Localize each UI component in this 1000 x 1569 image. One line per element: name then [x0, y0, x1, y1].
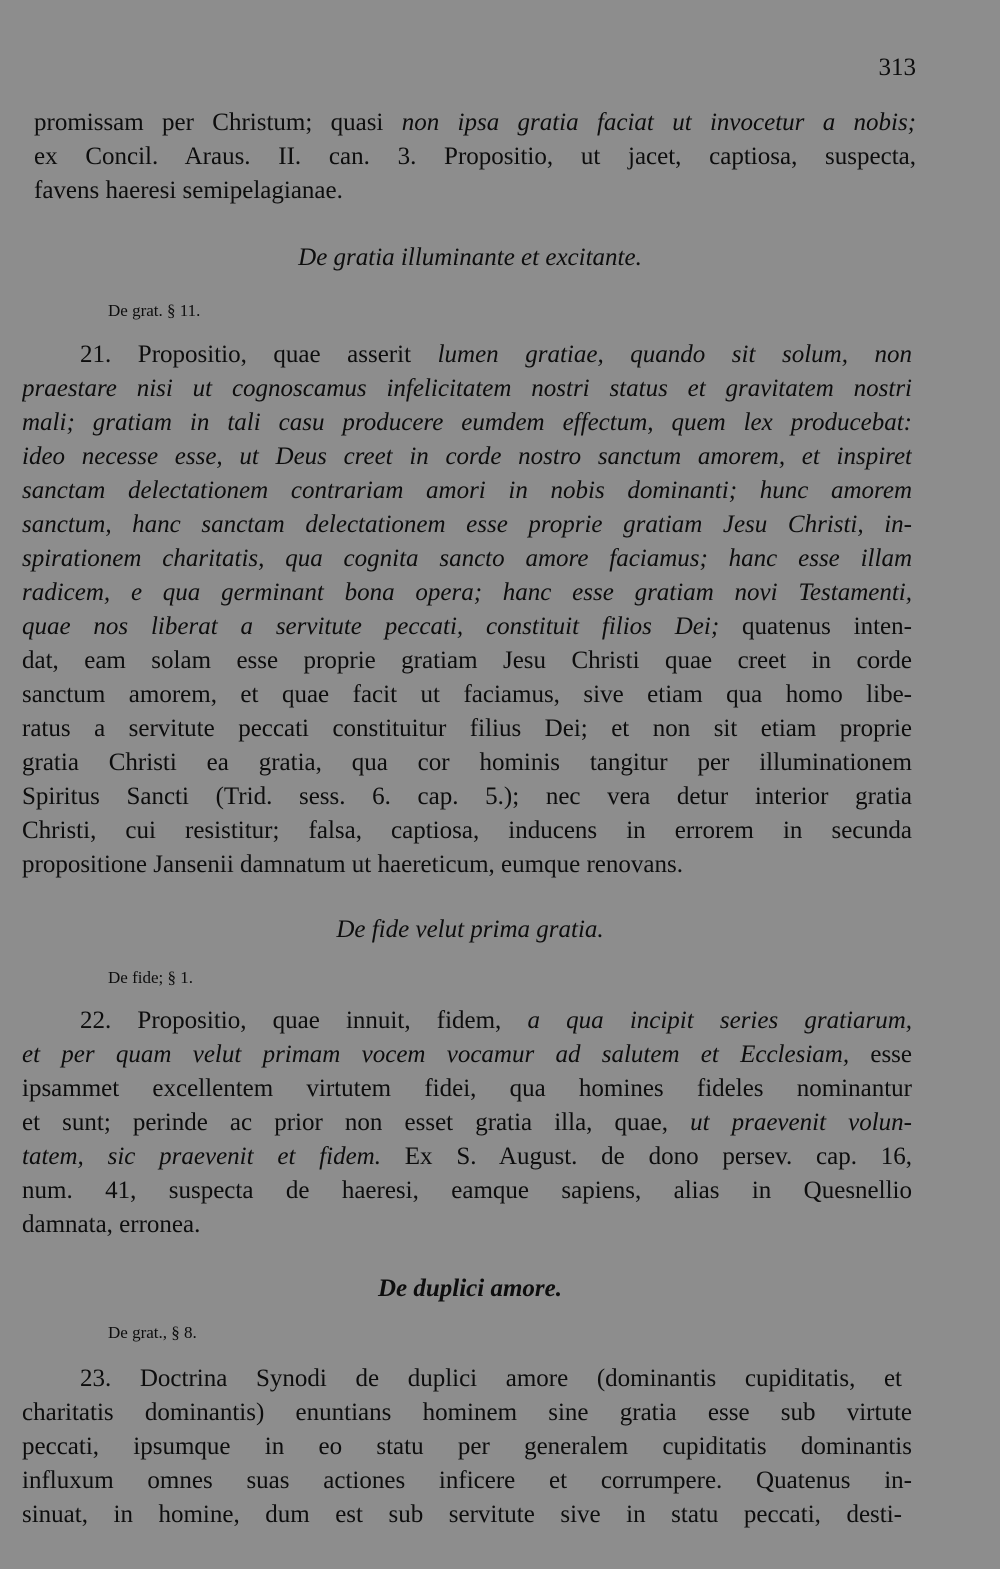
- section-heading: De fide velut prima gratia.: [336, 916, 604, 943]
- text-line: tatem, sic praevenit et fidem. Ex S. August. de dono persev. cap. 16,: [22, 1143, 912, 1170]
- margin-reference: De grat., § 8.: [108, 1323, 197, 1342]
- text-line: 23. Doctrina Synodi de duplici amore (dominantis cupiditatis, et: [80, 1365, 902, 1392]
- section-heading: De duplici amore.: [377, 1275, 562, 1302]
- text-line: influxum omnes suas actiones inficere et corrumpere. Quatenus in-: [22, 1467, 912, 1494]
- text-line: Spiritus Sancti (Trid. sess. 6. cap. 5.); nec vera detur interior gratia: [22, 783, 912, 810]
- text-line: peccati, ipsumque in eo statu per generalem cupiditatis dominantis: [22, 1433, 912, 1460]
- text-line: et sunt; perinde ac prior non esset gratia illa, quae, ut praevenit volun-: [22, 1109, 912, 1136]
- text-line: 22. Propositio, quae innuit, fidem, a qua incipit series gratiarum,: [80, 1007, 912, 1034]
- text-line: favens haeresi semipelagianae.: [34, 177, 343, 204]
- text-line: ideo necesse esse, ut Deus creet in corde nostro sanctum amorem, et inspiret: [22, 443, 912, 470]
- text-line: gratia Christi ea gratia, qua cor hominis tangitur per illuminationem: [22, 749, 912, 776]
- section-heading: De gratia illuminante et excitante.: [298, 244, 642, 271]
- text-line: sanctum amorem, et quae facit ut faciamus, sive etiam qua homo libe-: [22, 681, 912, 708]
- page-number: 313: [878, 54, 916, 81]
- text-line: et per quam velut primam vocem vocamur ad salutem et Ecclesiam, esse: [22, 1041, 912, 1068]
- text-line: Christi, cui resistitur; falsa, captiosa, inducens in errorem in secunda: [22, 817, 912, 844]
- text-line: 21. Propositio, quae asserit lumen gratiae, quando sit solum, non: [80, 341, 912, 368]
- text-line: num. 41, suspecta de haeresi, eamque sapiens, alias in Quesnellio: [22, 1177, 912, 1204]
- text-line: ratus a servitute peccati constituitur filius Dei; et non sit etiam proprie: [22, 715, 912, 742]
- text-line: dat, eam solam esse proprie gratiam Jesu Christi quae creet in corde: [22, 647, 912, 674]
- text-line: promissam per Christum; quasi non ipsa gratia faciat ut invocetur a nobis;: [34, 109, 916, 136]
- text-line: ipsammet excellentem virtutem fidei, qua homines fideles nominantur: [22, 1075, 912, 1102]
- text-line: damnata, erronea.: [22, 1211, 201, 1238]
- text-line: sinuat, in homine, dum est sub servitute sive in statu peccati, desti-: [22, 1501, 902, 1528]
- text-line: quae nos liberat a servitute peccati, constituit filios Dei; quatenus inten-: [22, 613, 912, 640]
- text-line: sanctam delectationem contrariam amori in nobis dominanti; hunc amorem: [22, 477, 912, 504]
- text-line: radicem, e qua germinant bona opera; hanc esse gratiam novi Testamenti,: [22, 579, 912, 606]
- margin-reference: De grat. § 11.: [108, 301, 201, 320]
- text-line: mali; gratiam in tali casu producere eumdem effectum, quem lex producebat:: [22, 409, 912, 436]
- margin-reference: De fide; § 1.: [108, 968, 193, 987]
- text-line: sanctum, hanc sanctam delectationem esse proprie gratiam Jesu Christi, in-: [22, 511, 912, 538]
- text-line: charitatis dominantis) enuntians hominem sine gratia esse sub virtute: [22, 1399, 912, 1426]
- text-line: praestare nisi ut cognoscamus infelicitatem nostri status et gravitatem nostri: [22, 375, 912, 402]
- text-line: ex Concil. Araus. II. can. 3. Propositio, ut jacet, captiosa, suspecta,: [34, 143, 916, 170]
- text-line: propositione Jansenii damnatum ut haereticum, eumque renovans.: [22, 851, 683, 878]
- text-line: spirationem charitatis, qua cognita sancto amore faciamus; hanc esse illam: [22, 545, 912, 572]
